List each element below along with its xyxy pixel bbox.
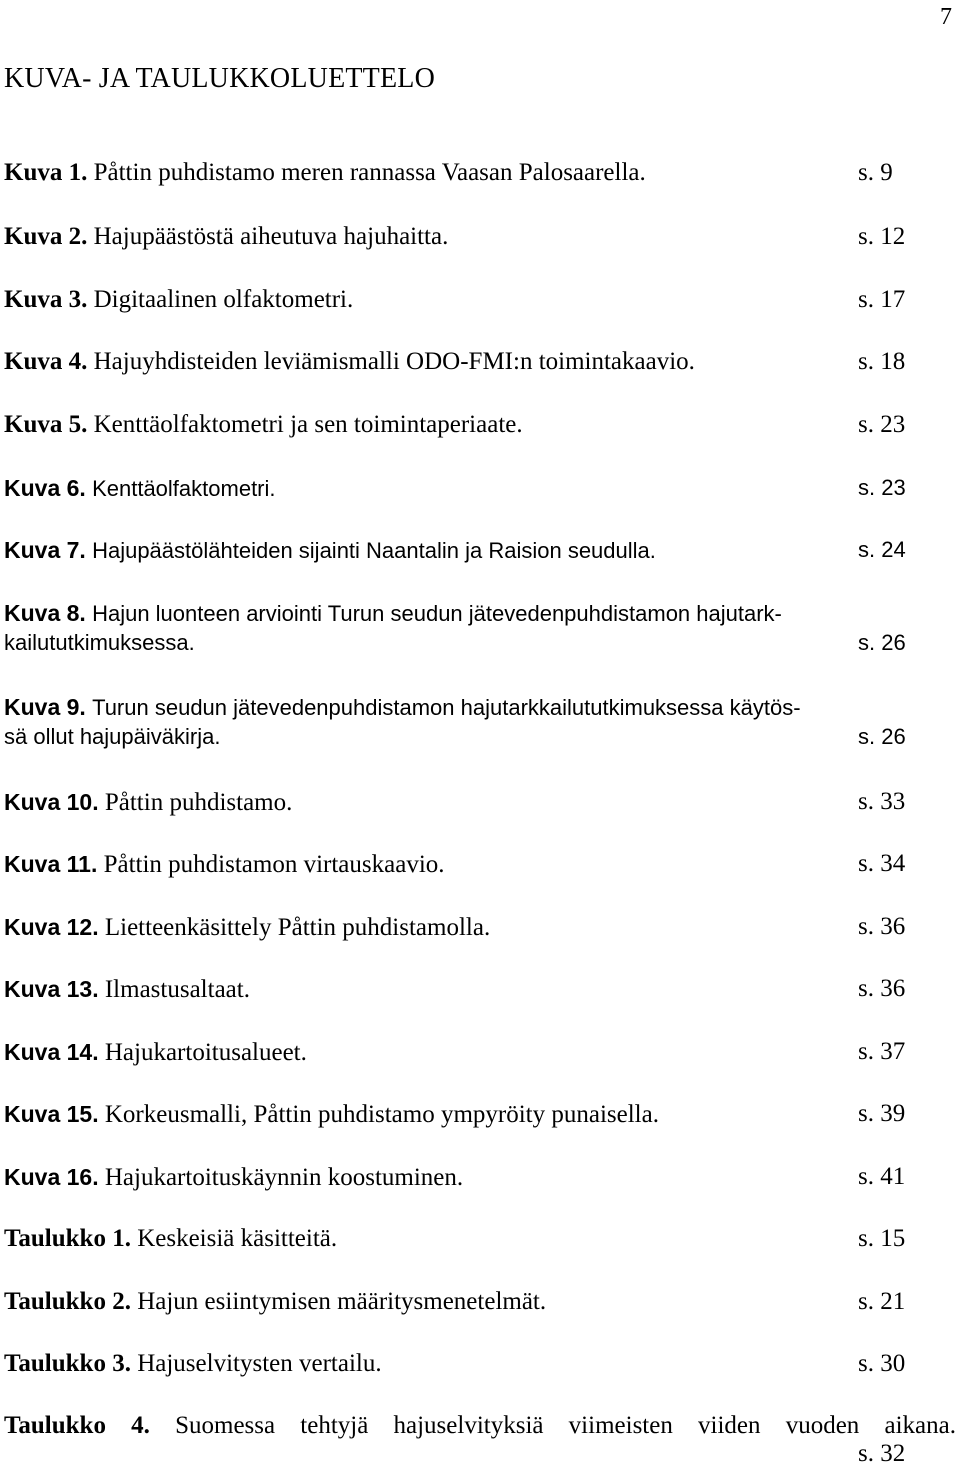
list-item-kuva-10 bbox=[4, 787, 916, 817]
entry-description: Ilmastusaltaat. bbox=[104, 976, 250, 1003]
entry-description: Korkeusmalli, Påttin puhdistamo ympyröity punaisella. bbox=[104, 1101, 659, 1128]
entry-page: s. 17 bbox=[858, 286, 906, 313]
entry-page: s. 26 bbox=[858, 630, 906, 655]
entry-description: Påttin puhdistamo meren rannassa Vaasan Palosaarella. bbox=[93, 159, 646, 186]
entry-description-continued: sä ollut hajupäiväkirja. bbox=[4, 724, 221, 749]
entry-number: Taulukko 2. bbox=[4, 1288, 131, 1315]
entry-number: Kuva 16. bbox=[4, 1164, 99, 1190]
entry-number: Taulukko 1. bbox=[4, 1225, 131, 1252]
entry-description: Hajukartoituskäynnin koostuminen. bbox=[104, 1164, 464, 1191]
entry-page: s. 26 bbox=[858, 724, 906, 749]
entry-page: s. 36 bbox=[858, 913, 906, 940]
entry-description: Digitaalinen olfaktometri. bbox=[93, 286, 354, 313]
entry-description: Hajupäästölähteiden sijainti Naantalin ja Raision seudulla. bbox=[92, 538, 656, 563]
entry-number: Kuva 11. bbox=[4, 851, 98, 877]
entry-page: s. 33 bbox=[858, 788, 906, 815]
entry-page: s. 12 bbox=[858, 223, 906, 250]
entry-page: s. 18 bbox=[858, 348, 906, 375]
list-item-taulukko-2 bbox=[4, 1287, 916, 1317]
list-item-kuva-15 bbox=[4, 1099, 916, 1129]
entry-description: Kenttäolfaktometri ja sen toimintaperiaate. bbox=[93, 411, 523, 438]
entry-number: Kuva 14. bbox=[4, 1039, 99, 1065]
entry-number: Kuva 13. bbox=[4, 976, 99, 1002]
list-item-kuva-7 bbox=[4, 535, 916, 565]
entry-description: Påttin puhdistamo. bbox=[104, 789, 293, 816]
list-item-kuva-11 bbox=[4, 849, 916, 879]
page-number: 7 bbox=[940, 4, 952, 30]
list-heading: KUVA- JA TAULUKKOLUETTELO bbox=[4, 63, 436, 94]
entry-description: Hajupäästöstä aiheutuva hajuhaitta. bbox=[93, 223, 449, 250]
entry-number: Kuva 1. bbox=[4, 159, 88, 186]
entry-description: Keskeisiä käsitteitä. bbox=[137, 1225, 338, 1252]
entry-description: Kenttäolfaktometri. bbox=[92, 476, 276, 501]
entry-description: Suomessa tehtyjä hajuselvityksiä viimeisten viiden vuoden aikana. bbox=[175, 1412, 956, 1439]
entry-number: Kuva 15. bbox=[4, 1101, 99, 1127]
entry-page: s. 9 bbox=[858, 159, 893, 186]
entry-page: s. 23 bbox=[858, 411, 906, 438]
list-item-taulukko-4 bbox=[4, 1411, 956, 1471]
entry-page: s. 24 bbox=[858, 537, 906, 562]
entry-description: Turun seudun jätevedenpuhdistamon hajutarkkailututkimuksessa käytös- bbox=[92, 695, 801, 720]
entry-page: s. 21 bbox=[858, 1288, 906, 1315]
list-item-kuva-2 bbox=[4, 222, 916, 252]
list-item-kuva-1 bbox=[4, 158, 916, 188]
entry-description: Hajuselvitysten vertailu. bbox=[137, 1350, 382, 1377]
entry-description: Hajukartoitusalueet. bbox=[104, 1039, 307, 1066]
entry-description: Hajun esiintymisen määritysmenetelmät. bbox=[137, 1288, 547, 1315]
list-item-taulukko-3 bbox=[4, 1349, 916, 1379]
entry-description: Påttin puhdistamon virtauskaavio. bbox=[103, 851, 445, 878]
entry-number: Kuva 6. bbox=[4, 475, 86, 501]
entry-page: s. 23 bbox=[858, 475, 906, 500]
entry-number: Taulukko 3. bbox=[4, 1350, 131, 1377]
list-item-kuva-9 bbox=[4, 692, 916, 752]
list-item-kuva-13 bbox=[4, 974, 916, 1004]
entry-number: Kuva 8. bbox=[4, 600, 86, 626]
entry-page: s. 15 bbox=[858, 1225, 906, 1252]
entry-page: s. 32 bbox=[858, 1440, 906, 1467]
entry-page: s. 36 bbox=[858, 975, 906, 1002]
entry-number: Kuva 7. bbox=[4, 537, 86, 563]
entry-number: Kuva 9. bbox=[4, 694, 86, 720]
entry-number: Kuva 10. bbox=[4, 789, 99, 815]
entry-page: s. 37 bbox=[858, 1038, 906, 1065]
list-item-kuva-16 bbox=[4, 1162, 916, 1192]
entry-number: Kuva 3. bbox=[4, 286, 88, 313]
entry-page: s. 41 bbox=[858, 1163, 906, 1190]
entry-page: s. 39 bbox=[858, 1100, 906, 1127]
entry-description: Hajun luonteen arviointi Turun seudun jätevedenpuhdistamon hajutark- bbox=[92, 601, 782, 626]
list-item-kuva-8 bbox=[4, 598, 916, 658]
entry-page: s. 30 bbox=[858, 1350, 906, 1377]
entry-number: Kuva 12. bbox=[4, 914, 99, 940]
list-item-kuva-14 bbox=[4, 1037, 916, 1067]
list-item-taulukko-1 bbox=[4, 1224, 916, 1254]
entry-number: Kuva 4. bbox=[4, 348, 88, 375]
entry-description-continued: kailututkimuksessa. bbox=[4, 630, 195, 655]
entry-description: Lietteenkäsittely Påttin puhdistamolla. bbox=[104, 914, 491, 941]
entry-number: Kuva 2. bbox=[4, 223, 88, 250]
list-item-kuva-6 bbox=[4, 473, 916, 503]
list-item-kuva-4 bbox=[4, 347, 916, 377]
entry-number: Taulukko 4. bbox=[4, 1412, 150, 1439]
list-item-kuva-5 bbox=[4, 410, 916, 440]
list-item-kuva-12 bbox=[4, 912, 916, 942]
entry-description: Hajuyhdisteiden leviämismalli ODO-FMI:n toimintakaavio. bbox=[93, 348, 695, 375]
entry-number: Kuva 5. bbox=[4, 411, 88, 438]
entry-page: s. 34 bbox=[858, 850, 906, 877]
list-item-kuva-3 bbox=[4, 285, 916, 315]
